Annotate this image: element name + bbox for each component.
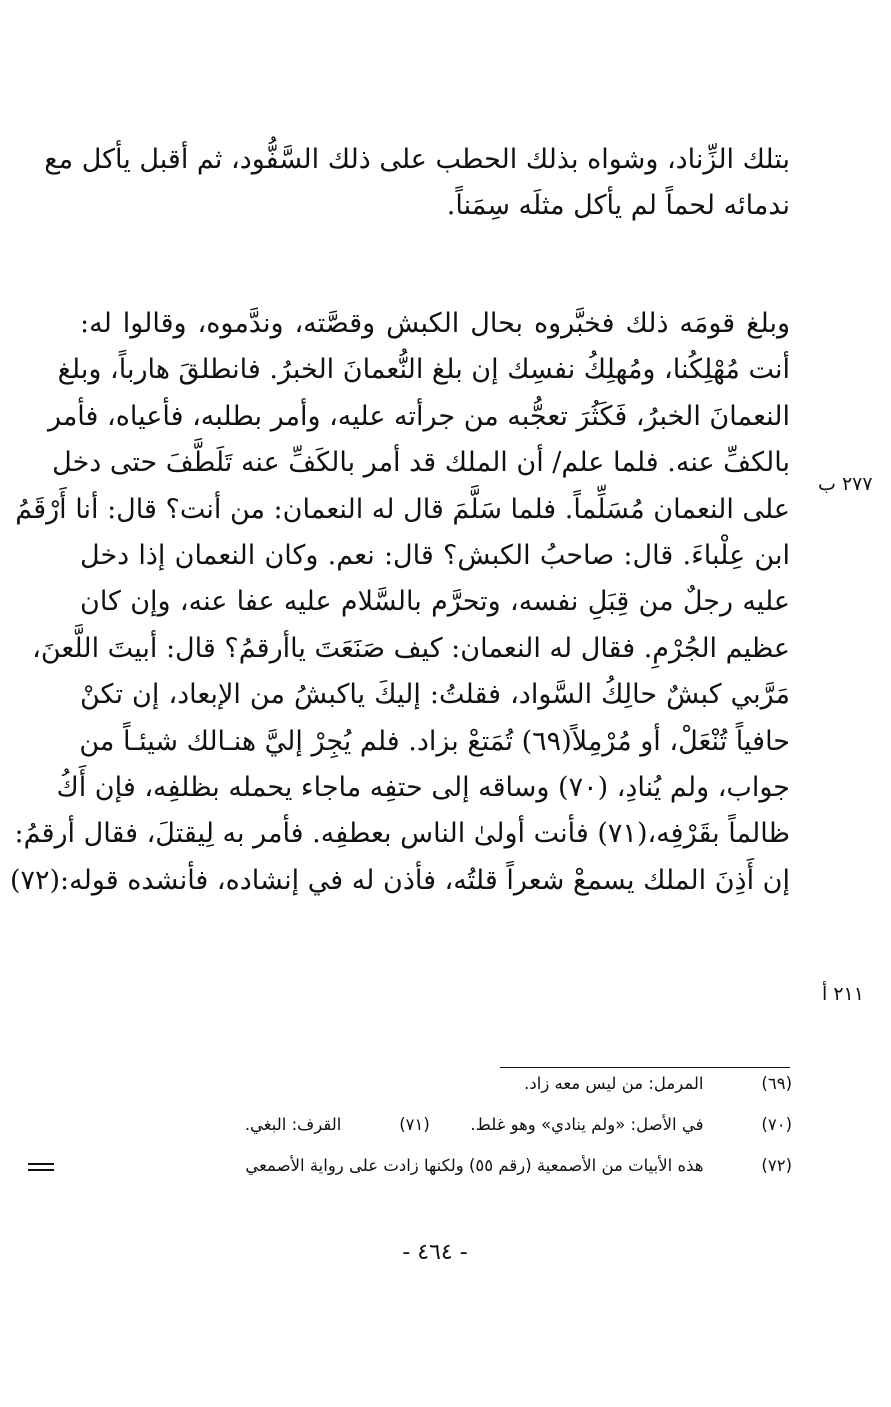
- text-line: جواب، ولم يُنادِ، (٧٠) وساقه إلى حتفِه ماجاء يحمله بظلفِه، فإن أَكُ: [56, 771, 790, 803]
- footnote-line: [245, 1156, 792, 1175]
- footnote-number: (٧١): [399, 1115, 430, 1134]
- footnote-separator: [500, 1067, 790, 1068]
- footnote-line: [245, 1115, 792, 1134]
- text-line: ندمائه لحماً لم يأكل مثلَه سِمَناً.: [446, 190, 790, 221]
- text-line: بتلك الزِّناد، وشواه بذلك الحطب على ذلك السَّفُّود، ثم أقبل يأكل مع: [44, 144, 790, 175]
- text-line: النعمانَ الخبرُ، فَكَثُرَ تعجُّبه من جرأته عليه، وأمر بطلبه، فأعياه، فأمر: [47, 400, 790, 432]
- footnote-line: [524, 1074, 792, 1093]
- footnote-number: (٦٩): [761, 1074, 792, 1093]
- footnote-text: هذه الأبيات من الأصمعية (رقم ٥٥) ولكنها زادت على رواية الأصمعي: [245, 1156, 704, 1175]
- text-line: وبلغ قومَه ذلك فخبَّروه بحال الكبش وقصَّته، وندَّموه، وقالوا له:: [80, 308, 790, 339]
- text-line: مَرَّبي كبشٌ حالِكُ السَّواد، فقلتُ: إليكَ ياكبشُ من الإبعاد، إن تكنْ: [80, 679, 790, 711]
- text-line: إن أَذِنَ الملك يسمعْ شعراً قلتُه، فأذن له في إنشاده، فأنشده قوله:(٧٢): [9, 864, 790, 896]
- footnote-number: (٧٠): [761, 1115, 792, 1134]
- text-line: عظيم الجُرْمِ. فقال له النعمان: كيف صَنَعَتَ ياأرقمُ؟ قال: أبيتَ اللَّعنَ،: [32, 632, 790, 664]
- footnote-text: في الأصل: «ولم ينادي» وهو غلط.: [470, 1115, 704, 1134]
- text-line: أنت مُهْلِكُنا، ومُهلِكُ نفسِك إن بلغ النُّعمانَ الخبرُ. فانطلقَ هارباً، وبلغ: [57, 354, 790, 386]
- folio-marker-211a: ٢١١ أ: [822, 983, 864, 1005]
- intro-paragraph: [44, 137, 790, 229]
- footnote-text: المرمل: من ليس معه زاد.: [524, 1074, 704, 1093]
- continuation-mark: [28, 1163, 54, 1173]
- main-paragraph: [9, 301, 790, 904]
- text-line: ابن عِلْباءَ. قال: صاحبُ الكبش؟ قال: نعم. وكان النعمان إذا دخل: [80, 539, 790, 571]
- text-line: حافياً تُنْعَلْ، أو مُرْمِلاً(٦٩) تُمَتعْ بزاد. فلم يُجِرْ إليَّ هنـالك شيئـاً من: [79, 725, 790, 757]
- folio-marker-277b: ٢٧٧ ب: [818, 473, 873, 495]
- text-line: بالكفِّ عنه. فلما علم/ أن الملك قد أمر بالكَفِّ عنه تَلَطَّفَ حتى دخل: [52, 447, 790, 479]
- footnote-text: القرف: البغي.: [244, 1115, 342, 1134]
- page-number: - ٤٦٤ -: [402, 1240, 468, 1265]
- text-line: ظالماً بقَرْفِه،(٧١) فأنت أولىٰ الناس بعطفِه. فأمر به لِيقتلَ، فقال أرقمُ:: [14, 818, 790, 850]
- text-line: عليه رجلٌ من قِبَلِ نفسه، وتحرَّم بالسَّلام عليه عفا عنه، وإن كان: [80, 586, 790, 618]
- text-line: على النعمان مُسَلِّماً. فلما سَلَّمَ قال له النعمان: من أنت؟ قال: أنا أَرْقَمُ: [15, 493, 790, 525]
- footnote-number: (٧٢): [761, 1156, 792, 1175]
